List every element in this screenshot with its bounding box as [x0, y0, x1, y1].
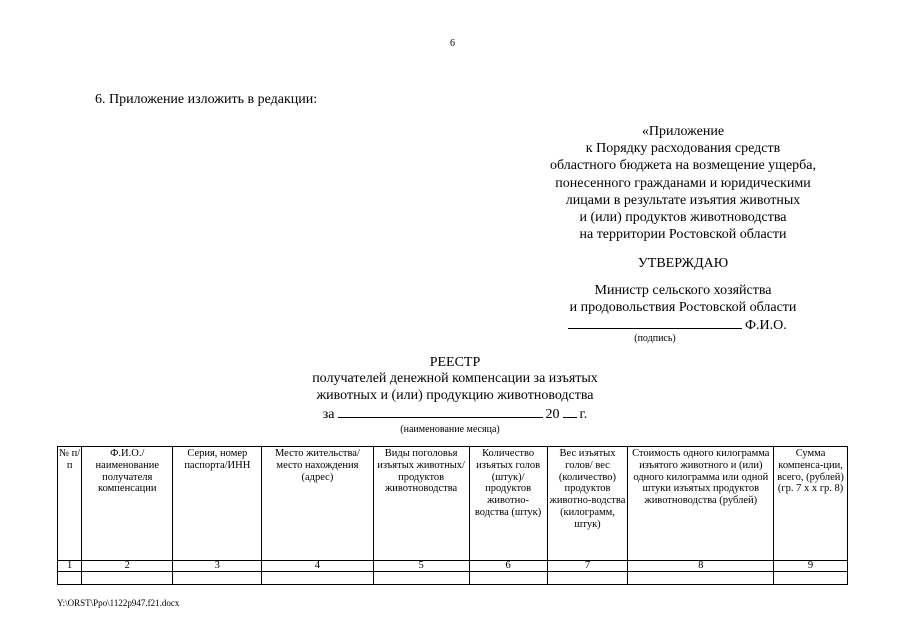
period-year: 20 [545, 407, 560, 422]
column-number: 1 [58, 561, 82, 572]
minister-title [518, 282, 848, 316]
table-header-row [58, 447, 848, 561]
column-header: Стоимость одного килограмма изъятого животного и (или) одного килограмма или одной штуки изъятых продуктов животноводства (рублей) [628, 447, 774, 561]
column-number: 7 [547, 561, 628, 572]
year-blank [563, 405, 577, 418]
table-row [58, 572, 848, 585]
month-blank [338, 405, 543, 418]
approve-heading: УТВЕРЖДАЮ [637, 256, 729, 271]
register-line: РЕЕСТР [429, 355, 481, 370]
signature-line [568, 315, 787, 334]
column-number: 5 [373, 561, 469, 572]
paragraph-text: 6. Приложение изложить в редакции: [95, 92, 318, 107]
column-header: Виды поголовья изъятых животных/ продуктов животноводства [373, 447, 469, 561]
appendix-header [518, 123, 848, 243]
appendix-line: понесенного гражданами и юридическими [555, 175, 811, 191]
appendix-line: к Порядку расходования средств [585, 141, 781, 157]
register-line: получателей денежной компенсации за изъятых [312, 371, 598, 387]
minister-line: и продовольствия Ростовской области [569, 300, 797, 315]
minister-line: Министр сельского хозяйства [594, 283, 772, 298]
appendix-line: и (или) продуктов животноводства [579, 210, 787, 226]
period-line [260, 405, 650, 423]
register-table [57, 446, 848, 585]
column-header: Ф.И.О./ наименование получателя компенсации [82, 447, 173, 561]
table-cell [262, 572, 373, 585]
table-cell [469, 572, 547, 585]
period-suffix: г. [579, 407, 588, 422]
file-path-footer: Y:\ORST\Ppo\1122p947.f21.docx [57, 598, 180, 608]
period-caption: (наименование месяца) [400, 424, 500, 435]
register-title [260, 355, 650, 404]
column-header: Сумма компенса-ции, всего, (рублей) (гр. 7 х х гр. 8) [774, 447, 848, 561]
table-cell [82, 572, 173, 585]
column-header: Место жительства/ место нахождения (адрес) [262, 447, 373, 561]
column-header: Серия, номер паспорта/ИНН [173, 447, 262, 561]
column-number: 4 [262, 561, 373, 572]
signature-label: Ф.И.О. [745, 318, 787, 333]
column-number: 3 [173, 561, 262, 572]
column-number: 9 [774, 561, 848, 572]
table-cell [58, 572, 82, 585]
register-line: животных и (или) продукцию животноводства [316, 387, 594, 403]
table-cell [373, 572, 469, 585]
column-number: 8 [628, 561, 774, 572]
page-number: 6 [450, 38, 455, 49]
appendix-line: областного бюджета на возмещение ущерба, [549, 158, 817, 174]
column-number: 2 [82, 561, 173, 572]
column-header: Количество изъятых голов (штук)/ продуктов животно-водства (штук) [469, 447, 547, 561]
signature-blank [568, 315, 742, 329]
table-cell [547, 572, 628, 585]
column-header: № п/п [58, 447, 82, 561]
appendix-line: «Приложение [641, 124, 725, 139]
column-number-row [58, 561, 848, 572]
table-cell [774, 572, 848, 585]
appendix-line: на территории Ростовской области [579, 227, 787, 243]
signature-caption: (подпись) [634, 333, 676, 344]
column-header: Вес изъятых голов/ вес (количество) продуктов животно-водства (килограмм, штук) [547, 447, 628, 561]
column-number: 6 [469, 561, 547, 572]
table-cell [628, 572, 774, 585]
appendix-line: лицами в результате изъятия животных [565, 192, 801, 208]
period-prefix: за [322, 407, 335, 422]
table-cell [173, 572, 262, 585]
